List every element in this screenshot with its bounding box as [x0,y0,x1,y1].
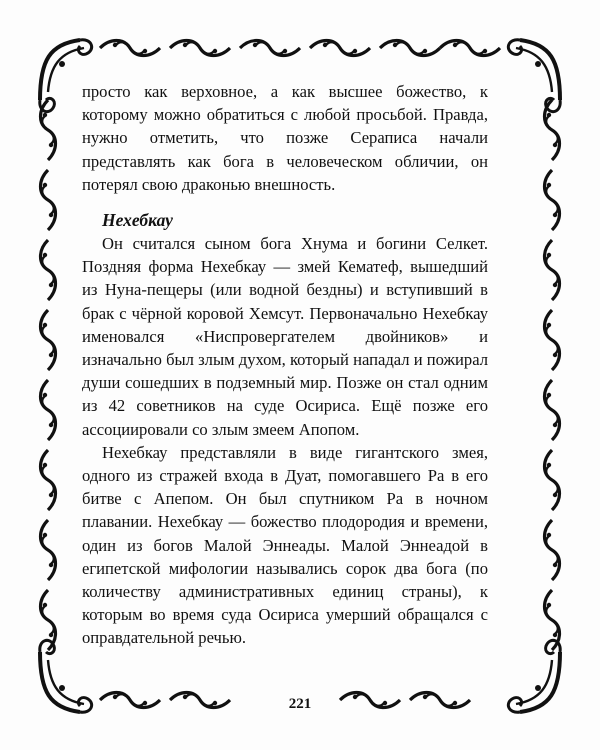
section-heading: Нехебкау [102,210,173,231]
page-number: 221 [288,696,312,712]
text-column [82,80,488,650]
intro-paragraph: просто как верховное, а как высшее божество, к которому можно обратиться с любой просьбой. Правда, нужно отметить, что позже Сераписа начали представлять как бога в человеческом обличии, он потерял свою драконью внешность. [82,82,488,194]
section-paragraph-2: Нехебкау представляли в виде гигантского змея, одного из стражей входа в Дуат, помогавшего Ра в его битве с Апепом. Он был спутником Ра в ночном плавании. Нехебкау — божество плодородия и времени, один из богов Малой Эннеады. Малой Эннеадой в египетской мифологии назывались сорок два бога (по количеству административных единиц страны), к которым во время суда Осириса умерший обращался с оправдательной речью. [82,442,488,648]
section-paragraph-1: Он считался сыном бога Хнума и богини Селкет. Поздняя форма Нехебкау — змей Кематеф, вышедший из Нуна-пещеры (или водной бездны) и вступивший в брак с чёрной коровой Хемсут. Первоначально Нехебкау именовался «Ниспровергателем двойников» и изначально был злым духом, который нападал и пожирал души сошедших в подземный мир. Позже он стал одним из 42 советников на суде Осириса. Ещё позже его ассоциировали со злым змеем Апопом. [82,234,488,439]
